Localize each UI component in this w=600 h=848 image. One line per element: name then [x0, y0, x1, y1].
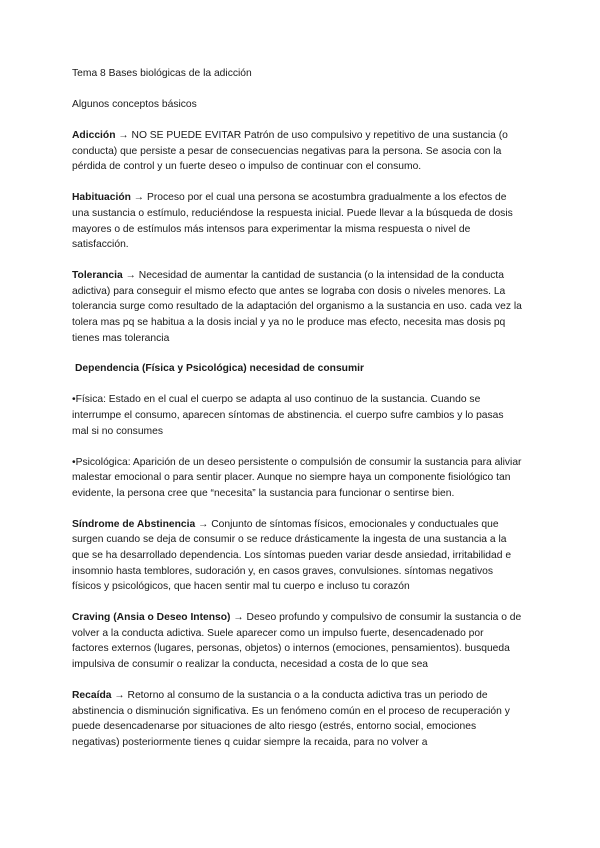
term-label: Adicción: [72, 130, 116, 142]
section-heading-dependencia: Dependencia (Física y Psicológica) necesidad de consumir: [75, 363, 364, 375]
section-habituacion: [72, 190, 522, 252]
section-craving: [72, 610, 522, 672]
term-definition: → Deseo profundo y compulsivo de consumir la sustancia o de volver a la conducta adictiva. Suele aparecer como un impulso fuerte, desencadenado por factores externos (lugares, personas, objetos) o internos (emociones, pensamientos). busqueda impulsiva de consumir o realizar la conducta, necesidad a costa de lo que sea: [72, 612, 522, 670]
term-label: Síndrome de Abstinencia: [72, 518, 196, 530]
section-dependencia-psicologica: •Psicológica: Aparición de un deseo persistente o compulsión de consumir la sustancia para aliviar malestar emocional o para sentir placer. Aunque no siempre haya un componente fisiológico tan evidente, la persona cree que “necesita” la sustancia para funcionar o sentirse bien.: [72, 456, 522, 499]
term-label: Craving (Ansia o Deseo Intenso): [72, 612, 231, 624]
section-recaida: [72, 688, 522, 750]
section-dependencia-fisica: •Física: Estado en el cual el cuerpo se adapta al uso continuo de la sustancia. Cuando se interrumpe el consumo, aparecen síntomas de abstinencia. el cuerpo sufre cambios y lo pasas mal si no consumes: [72, 394, 504, 437]
document-title: Tema 8 Bases biológicas de la adicción: [72, 68, 252, 79]
term-definition: → Proceso por el cual una persona se acostumbra gradualmente a los efectos de una sustancia o estímulo, reduciéndose la respuesta inicial. Puede llevar a la búsqueda de dosis mayores o de estímulos más intensos para experimentar la misma respuesta o nivel de satisfacción.: [72, 192, 513, 251]
term-label: Tolerancia: [72, 270, 123, 282]
section-sindrome-abstinencia: [72, 517, 522, 595]
section-tolerancia: [72, 268, 522, 346]
term-label: Habituación: [72, 192, 131, 204]
term-definition: → NO SE PUEDE EVITAR Patrón de uso compulsivo y repetitivo de una sustancia (o conducta) que persiste a pesar de consecuencias negativas para la persona. Se asocia con la pérdida de control y un fuerte deseo o impulso de continuar con el consumo.: [72, 130, 508, 173]
term-label: Recaída: [72, 689, 112, 701]
document-page: [72, 66, 522, 766]
term-definition: → Conjunto de síntomas físicos, emocionales y conductuales que surgen cuando se deja de consumir o se reduce drásticamente la ingesta de una sustancia a la que se ha desarrollado dependencia. Los síntomas pueden variar desde ansiedad, irritabilidad e insomnio hasta temblores, sudoración y, en casos graves, convulsiones. síntomas negativos físicos y psicológicos, que hacen sentir mal tu cuerpo e incluso tu corazón: [72, 518, 512, 593]
section-adiccion: [72, 128, 522, 175]
term-definition: → Retorno al consumo de la sustancia o a la conducta adictiva tras un periodo de abstinencia o disminución significativa. Es un fenómeno común en el proceso de recuperación y puede desencadenarse por situaciones de alto riesgo (estrés, entorno social, emociones negativas) posteriormente tienes q cuidar siempre la recaida, para no volver a: [72, 689, 510, 748]
document-subtitle: Algunos conceptos básicos: [72, 99, 197, 111]
term-definition: → Necesidad de aumentar la cantidad de sustancia (o la intensidad de la conducta adictiva) para conseguir el mismo efecto que antes se lograba con dosis o niveles menores. La tolerancia surge como resultado de la adaptación del organismo a la sustancia en uso. cada vez la tolera mas pq se habitua a la dosis incial y ya no le produce mas efecto, necesita mas dosis pq tienes mas tolerancia: [72, 270, 522, 344]
